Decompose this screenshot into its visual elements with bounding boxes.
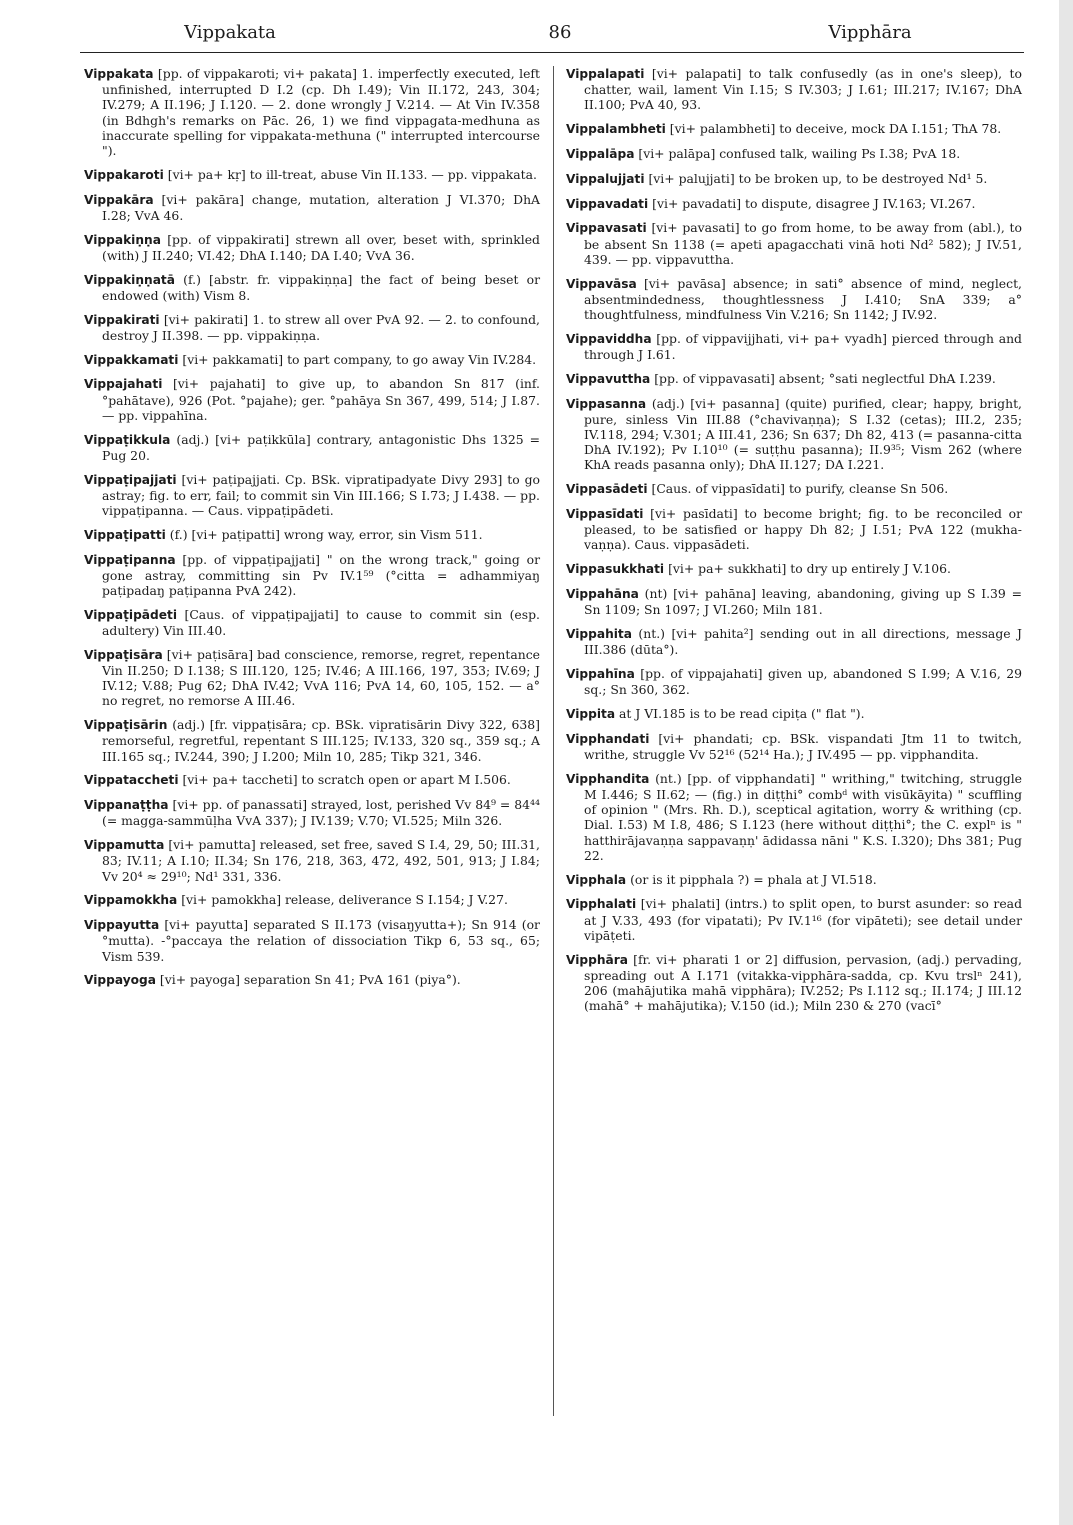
entry-definition: [fr. vi+ pharati 1 or 2] diffusion, pervasion, (adj.) pervading, spreading out A I.171 (vitakka-vipphāra-sadda, cp. Kvu trslⁿ 241), 206 (mahājutika mahā vipphāra); IV.252; Ps I.112 sq.; II.174; J III.12 (mahā° + mahājutika); V.150 (id.); Miln 230 & 270 (vacī° [584,951,1022,1014]
entry-headword: Vippataccheti [84,773,179,788]
entry-headword: Vippakiṇṇatā [84,272,175,287]
entry-definition: [vi+ palujjati] to be broken up, to be destroyed Nd¹ 5. [644,170,988,186]
dictionary-entry [84,527,540,543]
entry-headword: Vippalambheti [566,122,666,137]
entry-definition: at J VI.185 is to be read cipiṭa (" flat "). [615,706,865,721]
entry-definition: [vi+ palambheti] to deceive, mock DA I.151; ThA 78. [665,121,1002,137]
entry-definition: [vi+ payoga] separation Sn 41; PvA 161 (piya°). [155,972,461,988]
dictionary-entry [566,481,1022,497]
entry-definition: [pp. of vippavasati] absent; °sati neglectful DhA I.239. [650,370,996,386]
entry-headword: Vippavasati [566,221,647,236]
entry-definition: (or is it pipphala ?) = phala at J VI.518. [626,871,877,887]
entry-headword: Vippakirati [84,312,160,327]
entry-headword: Vippaṭipajjati [84,472,177,487]
dictionary-entry [84,352,540,368]
entry-headword: Vippakaroti [84,167,164,182]
entry-definition: [vi+ pakirati] 1. to strew all over PvA 92. — 2. to confound, destroy J II.398. — pp. vippakiṇṇa. [102,311,540,343]
entry-headword: Vippaṭipatti [84,527,166,542]
header-rule [80,52,1024,53]
entry-headword: Vippalāpa [566,147,635,161]
dictionary-entry [84,607,540,638]
entry-definition: [pp. of vippakirati] strewn all over, beset with, sprinkled (with) J II.240; VI.42; DhA I.140; DA I.40; VvA 36. [102,231,540,263]
entry-headword: Vippamutta [84,838,165,853]
dictionary-entry [84,232,540,263]
dictionary-entry [84,66,540,158]
dictionary-entry [84,312,540,343]
dictionary-entry [566,331,1022,362]
entry-definition: [vi+ pavadati] to dispute, disagree J IV.163; VI.267. [648,195,976,211]
entry-definition: [pp. of vippavijjhati, vi+ pa+ vyadh] pierced through and through J I.61. [584,330,1022,362]
column-divider [553,66,554,1416]
entry-definition: [vi+ phandati; cp. BSk. vispandati Jtm 11 to twitch, writhe, struggle Vv 52¹⁶ (52¹⁴ Ha.); J IV.495 — pp. vipphandita. [584,730,1022,762]
dictionary-entry [566,121,1022,137]
dictionary-entry [566,586,1022,617]
entry-definition: (f.) [vi+ paṭipatti] wrong way, error, sin Vism 511. [165,526,483,542]
left-column [84,66,540,997]
entry-definition: [Caus. of vippasīdati] to purify, cleanse Sn 506. [647,481,949,497]
entry-headword: Vippakāra [84,192,154,207]
entry-definition: [pp. of vippajahati] given up, abandoned S I.99; A V.16, 29 sq.; Sn 360, 362. [584,666,1022,698]
entry-definition: [vi+ pa+ kṛ] to ill-treat, abuse Vin II.133. — pp. vippakata. [163,166,537,182]
entry-definition: (nt.) [vi+ pahita²] sending out in all directions, message J III.386 (dūta°). [584,626,1022,658]
entry-headword: Vippayutta [84,918,160,933]
entry-headword: Vippalapati [566,67,645,81]
dictionary-entry [566,371,1022,387]
entry-headword: Vippaṭisāra [84,647,163,662]
entry-definition: (adj.) [fr. vippaṭisāra; cp. BSk. vipratisārin Divy 322, 638] remorseful, regretful, repentant S III.125; IV.133, 320 sq., 359 sq.; A III.165 sq.; IV.244, 390; J I.200; Miln 10, 285; Tikp 321, 346. [102,717,540,764]
entry-definition: [vi+ pavāsa] absence; in sati° absence of mind, neglect, absentmindedness, thoughtlessness J I.410; SnA 339; a° thoughtfulness, mindfulness Vin V.216; Sn 1142; J IV.92. [584,275,1022,322]
dictionary-entry [566,561,1022,577]
entry-definition: [vi+ pakāra] change, mutation, alteration J VI.370; DhA I.28; VvA 46. [102,191,540,223]
dictionary-entry [84,432,540,463]
entry-headword: Vippavadati [566,196,649,211]
dictionary-entry [566,396,1022,473]
dictionary-entry [84,647,540,709]
dictionary-entry [566,666,1022,697]
entry-headword: Vippahīna [566,667,635,681]
right-column [566,66,1022,1022]
header-first-headword: Vippakata [184,22,276,43]
dictionary-entry [566,506,1022,553]
entry-definition: [vi+ pamokkha] release, deliverance S I.154; J V.27. [177,892,508,908]
dictionary-entry [566,706,1022,722]
dictionary-entry [84,552,540,599]
entry-definition: (adj.) [vi+ pasanna] (quite) purified, clear; happy, bright, pure, sinless Vin III.88 (°chavivaṇṇa); S I.32 (cetas); III.2, 235; IV.118, 294; V.301; A III.41, 236; Sn 637; Dh 82, 413 (= pasanna-citta DhA IV.192); Pv I.10¹⁰ (= suṭṭhu pasanna); II.9³⁵; Vism 262 (where KhA reads pasanna only); DhA II.127; DA I.221. [584,395,1022,473]
dictionary-entry [84,167,540,183]
entry-headword: Vippahita [566,627,632,641]
entry-headword: Vipphandita [566,771,650,786]
entry-definition: [pp. of vippaṭipajjati] " on the wrong track," going or gone astray, committing sin Pv IV.1⁵⁹ (°citta = adhammiyaŋ paṭipadaŋ paṭipanna PvA 242). [102,551,540,599]
entry-headword: Vippalujjati [566,171,645,186]
entry-definition: [pp. of vippakaroti; vi+ pakata] 1. imperfectly executed, left unfinished, interrupted D I.2 (cp. Dh I.49); Vin II.172, 243, 304; IV.279; A II.196; J I.120. — 2. done wrongly J V.214. — At Vin IV.358 (in Bdhgh's remarks on Pāc. 26, 1) we find vippagata-medhuna as inaccurate spelling for vippakata-methuna (" interrupted intercourse "). [102,66,540,159]
dictionary-entry [566,196,1022,212]
entry-headword: Vippasādeti [566,482,648,497]
entry-definition: [vi+ phalati] (intrs.) to split open, to burst asunder: so read at J V.33, 493 (for vipatati); Pv IV.1¹⁶ (for vipāteti); see detail under vipāṭeti. [584,896,1022,943]
entry-definition: [vi+ pavasati] to go from home, to be away from (abl.), to be absent Sn 1138 (= apeti apagacchati vinā hoti Nd² 582); J IV.51, 439. — pp. vippavuttha. [584,220,1022,267]
entry-definition: [vi+ pp. of panassati] strayed, lost, perished Vv 84⁹ = 84⁴⁴ (= magga-sammūḷha VvA 337); J IV.139; V.70; VI.525; Miln 326. [102,797,540,829]
entry-headword: Vippaṭipādeti [84,607,178,622]
entry-headword: Vippaṭisārin [84,718,168,733]
dictionary-entry [566,952,1022,1014]
dictionary-entry [566,276,1022,323]
entry-headword: Vippavuttha [566,371,651,386]
entry-headword: Vippakata [84,67,154,81]
entry-definition: [vi+ pa+ taccheti] to scratch open or apart M I.506. [178,772,511,788]
entry-headword: Vippaṭipanna [84,552,176,567]
entry-definition: (nt) [vi+ pahāna] leaving, abandoning, giving up S I.39 = Sn 1109; Sn 1097; J VI.260; Miln 181. [584,586,1022,618]
header-last-headword: Vipphāra [828,22,912,43]
entry-headword: Vippaṭikkula [84,432,171,447]
entry-definition: [vi+ payutta] separated S II.173 (visaŋyutta+); Sn 914 (or °mutta). -°paccaya the relation of dissociation Tikp 6, 53 sq., 65; Vism 539. [102,917,540,964]
entry-definition: [vi+ pajahati] to give up, to abandon Sn 817 (inf. °pahātave), 926 (Pot. °pajahe); ger. °pahāya Sn 367, 499, 514; J I.87. — pp. vippahīna. [102,376,540,423]
entry-headword: Vippayoga [84,973,156,988]
entry-headword: Vipphala [566,872,627,887]
entry-headword: Vippasukkhati [566,562,665,577]
entry-headword: Vippahāna [566,587,639,601]
entry-definition: [vi+ palapati] to talk confusedly (as in one's sleep), to chatter, wail, lament Vin I.15; S IV.303; J I.61; III.217; IV.167; DhA II.100; PvA 40, 93. [584,66,1022,113]
dictionary-entry [566,146,1022,162]
entry-definition: [vi+ paṭisāra] bad conscience, remorse, regret, repentance Vin II.250; D I.138; S III.120, 125; IV.46; A III.166, 197, 353; IV.69; J IV.12; V.88; Pug 62; DhA IV.42; VvA 116; PvA 14, 60, 105, 152. — a° no regret, no remorse A III.46. [102,646,540,709]
dictionary-entry [84,772,540,788]
dictionary-entry [84,837,540,884]
dictionary-entry [84,472,540,519]
entry-definition: [vi+ palāpa] confused talk, wailing Ps I.38; PvA 18. [634,146,961,161]
dictionary-entry [84,376,540,423]
entry-definition: [Caus. of vippaṭipajjati] to cause to commit sin (esp. adultery) Vin III.40. [102,606,540,639]
dictionary-entry [566,171,1022,187]
entry-headword: Vipphandati [566,731,650,746]
dictionary-entry [566,731,1022,762]
entry-headword: Vipphalati [566,897,637,912]
dictionary-entry [566,66,1022,113]
page-number: 86 [548,22,572,43]
entry-headword: Vipphāra [566,952,628,967]
entry-headword: Vippakiṇṇa [84,232,161,247]
entry-definition: [vi+ pa+ sukkhati] to dry up entirely J V.106. [664,561,951,577]
entry-headword: Vippaviddha [566,331,652,346]
dictionary-entry [566,771,1022,863]
dictionary-entry [566,626,1022,657]
entry-definition: (f.) [abstr. fr. vippakiṇṇa] the fact of being beset or endowed (with) Vism 8. [102,271,540,303]
dictionary-entry [566,896,1022,943]
entry-headword: Vippanaṭṭha [84,798,169,813]
entry-definition: (adj.) [vi+ paṭikkūla] contrary, antagonistic Dhs 1325 = Pug 20. [102,431,540,463]
running-header [80,22,1040,48]
entry-definition: [vi+ pamutta] released, set free, saved S I.4, 29, 50; III.31, 83; IV.11; A I.10; II.34; Sn 176, 218, 363, 472, 492, 501, 913; J I.84; Vv 20⁴ ≈ 29¹⁰; Nd¹ 331, 336. [102,837,540,884]
dictionary-entry [84,192,540,223]
dictionary-entry [84,797,540,828]
dictionary-entry [84,892,540,908]
dictionary-entry [84,717,540,764]
dictionary-entry [566,220,1022,267]
entry-headword: Vippasanna [566,396,647,411]
entry-definition: [vi+ pakkamati] to part company, to go away Vin IV.284. [178,351,537,367]
entry-definition: [vi+ paṭipajjati. Cp. BSk. vipratipadyate Divy 293] to go astray; fig. to err, fail; to commit sin Vin III.166; S I.73; J I.438. — pp. vippaṭipanna. — Caus. vippaṭipādeti. [102,471,540,519]
entry-definition: (nt.) [pp. of vipphandati] " writhing," twitching, struggle M I.446; S II.62; — (fig.) in diṭṭhi° combᵈ with visūkāyita) " scuffling of opinion " (Mrs. Rh. D.), sceptical agitation, worry & writhing (cp. Dial. I.53) M I.8, 486; S I.123 (here without diṭṭhi°; the C. explⁿ is " hatthirājavaṇṇa sappavaṇṇ' ādidassa nāni " K.S. I.320); Dhs 381; Pug 22. [584,770,1022,863]
page-edge-shadow [1059,0,1073,1525]
entry-headword: Vippita [566,707,616,721]
entry-headword: Vippajahati [84,377,163,392]
dictionary-entry [84,972,540,988]
dictionary-entry [84,917,540,964]
dictionary-entry [566,872,1022,888]
entry-definition: [vi+ pasīdati] to become bright; fig. to be reconciled or pleased, to be satisfied or happy Dh 82; J I.51; PvA 122 (mukha-vaṇṇa). Caus. vippasādeti. [584,506,1022,553]
entry-headword: Vippamokkha [84,893,178,908]
entry-headword: Vippavāsa [566,276,637,291]
entry-headword: Vippasīdati [566,507,644,521]
dictionary-entry [84,272,540,303]
entry-headword: Vippakkamati [84,352,179,367]
